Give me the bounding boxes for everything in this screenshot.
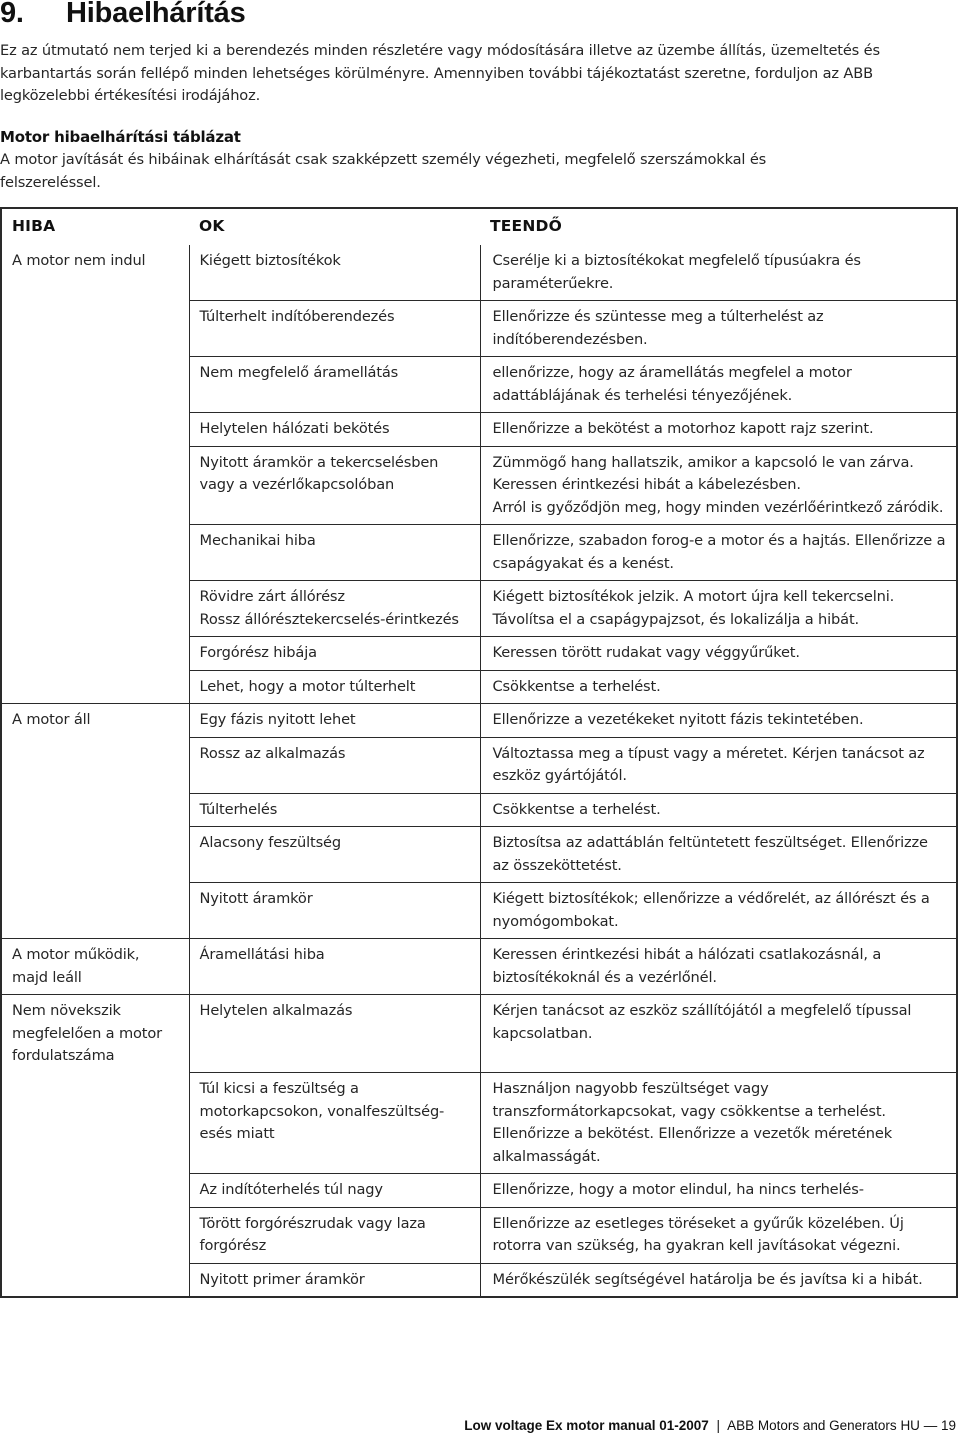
table-row [2,1073,956,1174]
table-row [2,637,956,671]
page-footer [464,1418,956,1433]
footer-lang: HU [900,1418,920,1433]
table-row [2,939,956,995]
cell-hiba [2,1174,189,1208]
cell-ok: Forgórész hibája [189,637,480,671]
cell-hiba [2,1073,189,1174]
cell-ok: Túlterhelés [189,793,480,827]
page-heading [0,0,246,30]
header-ok: OK [199,217,225,235]
cell-ok: Túl kicsi a feszültség a motorkapcsokon, vonalfeszültség-esés miatt [189,1073,480,1174]
cell-ok: Egy fázis nyitott lehet [189,704,480,738]
cell-ok: Rossz az alkalmazás [189,737,480,793]
footer-company: ABB Motors and Generators [727,1418,897,1433]
cell-ok: Törött forgórészrudak vagy laza forgórész [189,1207,480,1263]
table-row [2,704,956,738]
cell-hiba [2,793,189,827]
heading-number: 9. [0,0,24,29]
cell-teendo: Ellenőrizze az esetleges töréseket a gyűrűk közelében. Új rotorra van szükség, ha gyakran kell javításokat végezni. [480,1207,956,1263]
cell-ok: Áramellátási hiba [189,939,480,995]
cell-hiba [2,1207,189,1263]
table-row [2,1174,956,1208]
cell-teendo: Cserélje ki a biztosítékokat megfelelő típusúakra és paraméterűekre. [480,245,956,301]
cell-teendo: Ellenőrizze a vezetékeket nyitott fázis tekintetében. [480,704,956,738]
table-row [2,737,956,793]
cell-teendo: Ellenőrizze a bekötést a motorhoz kapott rajz szerint. [480,413,956,447]
cell-teendo: Csökkentse a terhelést. [480,670,956,704]
footer-dash: — [923,1418,938,1433]
cell-ok: Az indítóterhelés túl nagy [189,1174,480,1208]
cell-hiba [2,525,189,581]
cell-hiba [2,581,189,637]
cell-hiba: A motor működik, majd leáll [2,939,189,995]
footer-page-number: 19 [940,1418,956,1433]
table-row [2,357,956,413]
table-row [2,1207,956,1263]
cell-hiba [2,1263,189,1296]
cell-hiba [2,670,189,704]
table-header-row [2,209,956,245]
table-row [2,995,956,1073]
cell-teendo: Kiégett biztosítékok jelzik. A motort újra kell tekercselni. Távolítsa el a csapágypajzsot, és lokalizálja a hibát. [480,581,956,637]
cell-teendo: Zümmögő hang hallatszik, amikor a kapcsoló le van zárva. Keressen érintkezési hibát a kábelezésben. Arról is győződjön meg, hogy minden vezérlőérintkező záródik. [480,446,956,525]
table-row [2,245,956,301]
table-body [2,245,956,1296]
table-row [2,301,956,357]
cell-teendo: Ellenőrizze, szabadon forog-e a motor és a hajtás. Ellenőrizze a csapágyakat és a kenést. [480,525,956,581]
cell-ok: Alacsony feszültség [189,827,480,883]
table-row [2,670,956,704]
subsection-title: Motor hibaelhárítási táblázat [0,128,241,146]
cell-teendo: Csökkentse a terhelést. [480,793,956,827]
cell-hiba: Nem növekszik megfelelően a motor fordulatszáma [2,995,189,1073]
table-row [2,883,956,939]
cell-teendo: ellenőrizze, hogy az áramellátás megfelel a motor adattáblájának és terhelési tényezőjének. [480,357,956,413]
table-row [2,793,956,827]
table-row [2,1263,956,1296]
header-teendo: TEENDŐ [490,217,562,235]
cell-hiba [2,446,189,525]
subsection-text: A motor javítását és hibáinak elhárítását csak szakképzett személy végezheti, megfelelő szerszámokkal és felszereléssel. [0,151,767,191]
cell-hiba [2,357,189,413]
cell-hiba: A motor nem indul [12,252,146,269]
table-row [2,827,956,883]
cell-ok: Túlterhelt indítóberendezés [189,301,480,357]
cell-hiba [2,301,189,357]
cell-hiba [2,827,189,883]
table-row [2,413,956,447]
cell-hiba: A motor áll [2,704,189,738]
cell-hiba [2,413,189,447]
heading-title: Hibaelhárítás [66,0,246,29]
cell-teendo: Mérőkészülék segítségével határolja be és javítsa ki a hibát. [480,1263,956,1296]
cell-teendo: Keressen törött rudakat vagy véggyűrűket. [480,637,956,671]
cell-hiba [2,737,189,793]
cell-ok: Nem megfelelő áramellátás [189,357,480,413]
cell-ok: Lehet, hogy a motor túlterhelt [189,670,480,704]
table-row [2,446,956,525]
footer-separator: | [716,1418,721,1433]
cell-ok: Nyitott áramkör a tekercselésben vagy a vezérlőkapcsolóban [189,446,480,525]
cell-ok: Nyitott primer áramkör [189,1263,480,1296]
cell-teendo: Ellenőrizze, hogy a motor elindul, ha nincs terhelés- [480,1174,956,1208]
cell-ok: Helytelen alkalmazás [189,995,480,1073]
cell-hiba [2,883,189,939]
cell-ok: Helytelen hálózati bekötés [189,413,480,447]
cell-teendo: Kérjen tanácsot az eszköz szállítójától a megfelelő típussal kapcsolatban. [480,995,956,1073]
cell-teendo: Biztosítsa az adattáblán feltüntetett feszültséget. Ellenőrizze az összeköttetést. [480,827,956,883]
intro-paragraph: Ez az útmutató nem terjed ki a berendezés minden részletére vagy módosítására illetve az üzembe állítás, üzemeltetés és karbantartás során fellépő minden lehetséges körülményre. Amennyiben további tájékoztatást szeretne, forduljon az ABB legközelebbi értékesítési irodájához. [0,42,880,104]
cell-teendo: Használjon nagyobb feszültséget vagy transzformátorkapcsokat, vagy csökkentse a terhelést. Ellenőrizze a bekötést. Ellenőrizze a vezetők méretének alkalmasságát. [480,1073,956,1174]
cell-teendo: Ellenőrizze és szüntesse meg a túlterhelést az indítóberendezésben. [480,301,956,357]
table-row [2,525,956,581]
cell-ok: Kiégett biztosítékok [189,245,480,301]
cell-ok: Nyitott áramkör [189,883,480,939]
cell-ok: Rövidre zárt állórész Rossz állórésztekercselés-érintkezés [189,581,480,637]
footer-manual: Low voltage Ex motor manual 01-2007 [464,1418,709,1433]
header-hiba: HIBA [12,217,56,235]
cell-teendo: Változtassa meg a típust vagy a méretet. Kérjen tanácsot az eszköz gyártójától. [480,737,956,793]
cell-ok: Mechanikai hiba [189,525,480,581]
cell-teendo: Keressen érintkezési hibát a hálózati csatlakozásnál, a biztosítékoknál és a vezérlőnél. [480,939,956,995]
troubleshooting-table [0,207,958,1298]
cell-hiba [2,637,189,671]
table-row [2,581,956,637]
intro-text [0,40,958,108]
cell-teendo: Kiégett biztosítékok; ellenőrizze a védőrelét, az állórészt és a nyomógombokat. [480,883,956,939]
